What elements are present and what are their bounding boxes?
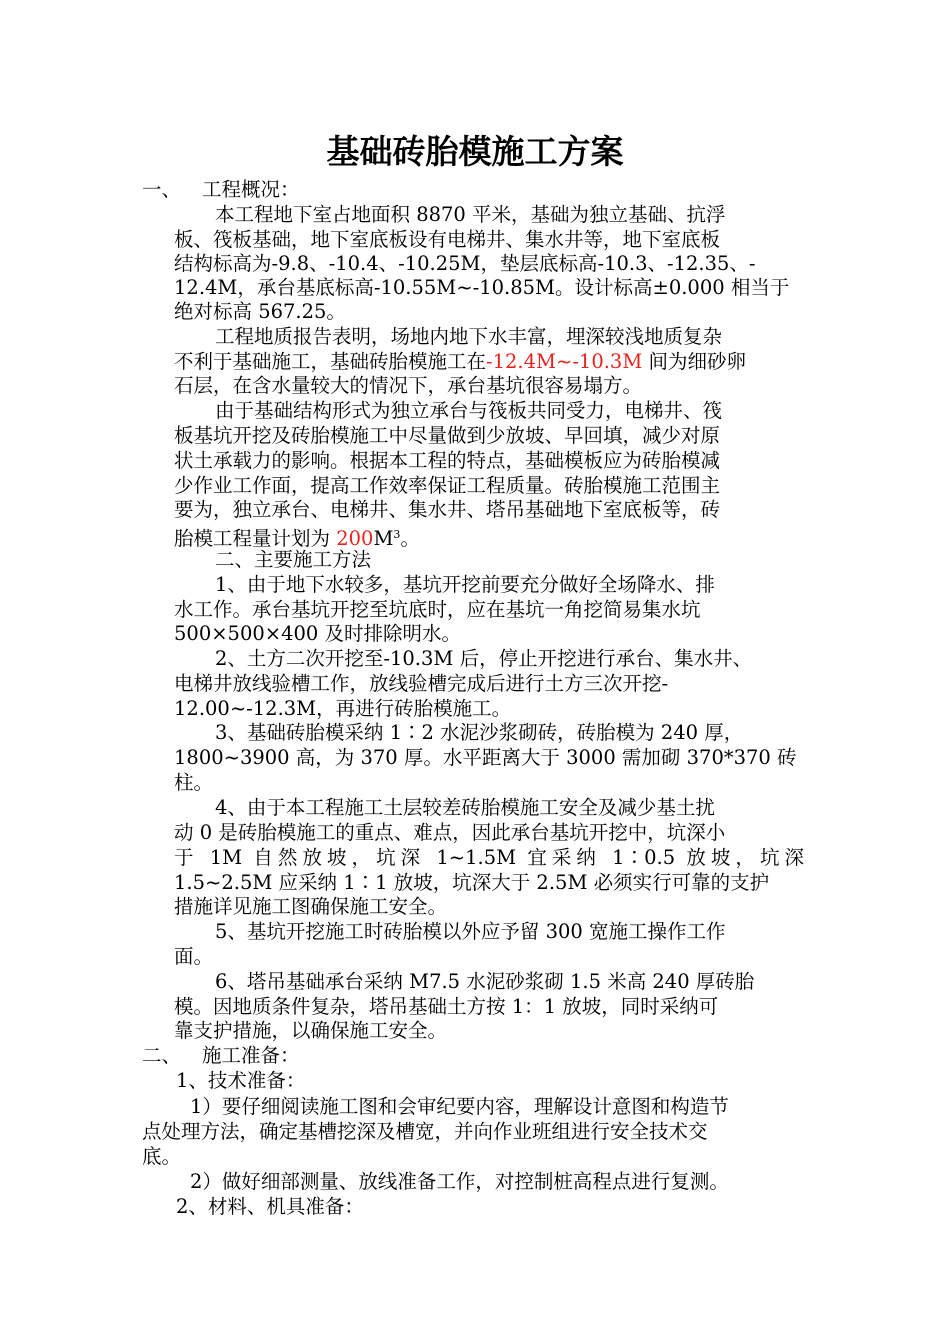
paragraph-line xyxy=(174,523,420,551)
paragraph-line: 底。 xyxy=(142,1145,182,1168)
paragraph-text: 。 xyxy=(400,527,420,550)
paragraph-line: 12.4M，承台基底标高-10.55M~-10.85M。设计标高±0.000 相当于 xyxy=(174,276,790,299)
paragraph-line: 少作业工作面，提高工作效率保证工程质量。砖胎模施工范围主 xyxy=(174,474,721,497)
paragraph-text: 不利于基础施工，基础砖胎模施工在 xyxy=(174,350,487,373)
subsection-heading: 1、技术准备： xyxy=(176,1069,306,1092)
list-item-line: 电梯井放线验槽工作，放线验槽完成后进行土方三次开挖- xyxy=(174,672,669,695)
highlighted-elevation-range: -12.4M~-10.3M xyxy=(486,350,643,373)
list-item-line: 2、土方二次开挖至-10.3M 后，停止开挖进行承台、集水井、 xyxy=(215,647,753,670)
list-item-line: 柱。 xyxy=(174,771,214,794)
subsection-heading: 2、材料、机具准备： xyxy=(176,1195,364,1218)
paragraph-line: 板、筏板基础，地下室底板设有电梯井、集水井等，地下室底板 xyxy=(174,228,721,251)
section-3-number: 二、 xyxy=(142,1044,182,1067)
unit-superscript: 3 xyxy=(393,528,401,541)
paragraph-text: 胎模工程量计划为 xyxy=(174,527,337,550)
list-item-line: 5、基坑开挖施工时砖胎模以外应予留 300 宽施工操作工作 xyxy=(215,920,726,943)
paragraph-line: 石层，在含水量较大的情况下，承台基坑很容易塌方。 xyxy=(174,374,643,397)
paragraph-line: 工程地质报告表明，场地内地下水丰富，埋深较浅地质复杂 xyxy=(215,325,723,348)
paragraph-line xyxy=(174,350,746,374)
highlighted-quantity: 200 xyxy=(336,527,374,550)
list-item-line: 500×500×400 及时排除明水。 xyxy=(174,622,462,645)
list-item-line: 模。因地质条件复杂，塔吊基础土方按 1：1 放坡，同时采纳可 xyxy=(174,995,719,1018)
section-3-heading: 施工准备： xyxy=(202,1044,300,1067)
paragraph-line: 由于基础结构形式为独立承台与筏板共同受力，电梯井、筏 xyxy=(215,399,723,422)
list-item-line: 3、基础砖胎模采纳 1∶2 水泥沙浆砌砖，砖胎模为 240 厚， xyxy=(215,721,744,744)
page-title: 基础砖胎模施工方案 xyxy=(326,132,624,171)
list-item-line: 6、塔吊基础承台采纳 M7.5 水泥砂浆砌 1.5 米高 240 厚砖胎 xyxy=(215,970,755,993)
section-1-heading: 工程概况： xyxy=(202,178,300,201)
paragraph-line: 本工程地下室占地面积 8870 平米，基础为独立基础、抗浮 xyxy=(215,203,726,226)
section-1-number: 一、 xyxy=(142,178,182,201)
list-item-line: 于 1M 自然放坡，坑深 1~1.5M 宜采纳 1∶0.5 放坡，坑深 xyxy=(174,846,804,869)
list-item-line: 1.5~2.5M 应采纳 1∶1 放坡，坑深大于 2.5M 必须实行可靠的支护 xyxy=(174,871,770,894)
paragraph-line: 绝对标高 567.25。 xyxy=(174,300,346,323)
paragraph-line: 板基坑开挖及砖胎模施工中尽量做到少放坡、早回填，减少对原 xyxy=(174,424,721,447)
paragraph-text: 间为细砂卵 xyxy=(642,350,747,373)
list-item-line: 12.00~-12.3M，再进行砖胎模施工。 xyxy=(174,697,512,720)
list-item-line: 动 0 是砖胎模施工的重点、难点，因此承台基坑开挖中，坑深小 xyxy=(174,821,726,844)
paragraph-line: 要为，独立承台、电梯井、集水井、塔吊基础地下室底板等，砖 xyxy=(174,498,721,521)
list-item-line: 4、由于本工程施工土层较差砖胎模施工安全及减少基土扰 xyxy=(215,796,715,819)
paragraph-line: 2）做好细部测量、放线准备工作，对控制桩高程点进行复测。 xyxy=(190,1170,729,1193)
list-item-line: 1800~3900 高，为 370 厚。水平距离大于 3000 需加砌 370*370 砖 xyxy=(174,746,797,769)
list-item-line: 面。 xyxy=(174,945,214,968)
list-item-line: 靠支护措施，以确保施工安全。 xyxy=(174,1019,448,1042)
section-2-heading: 二、主要施工方法 xyxy=(215,548,372,571)
paragraph-line: 结构标高为-9.8、-10.4、-10.25M，垫层底标高-10.3、-12.35、- xyxy=(174,252,756,275)
list-item-line: 水工作。承台基坑开挖至坑底时，应在基坑一角挖简易集水坑 xyxy=(174,598,701,621)
paragraph-line: 点处理方法，确定基槽挖深及槽宽，并向作业班组进行安全技术交 xyxy=(142,1120,708,1143)
list-item-line: 措施详见施工图确保施工安全。 xyxy=(174,895,448,918)
unit: M xyxy=(373,527,394,550)
list-item-line: 1、由于地下水较多，基坑开挖前要充分做好全场降水、排 xyxy=(215,573,715,596)
paragraph-line: 1）要仔细阅读施工图和会审纪要内容，理解设计意图和构造节 xyxy=(190,1095,729,1118)
paragraph-line: 状土承载力的影响。根据本工程的特点，基础模板应为砖胎模减 xyxy=(174,449,721,472)
